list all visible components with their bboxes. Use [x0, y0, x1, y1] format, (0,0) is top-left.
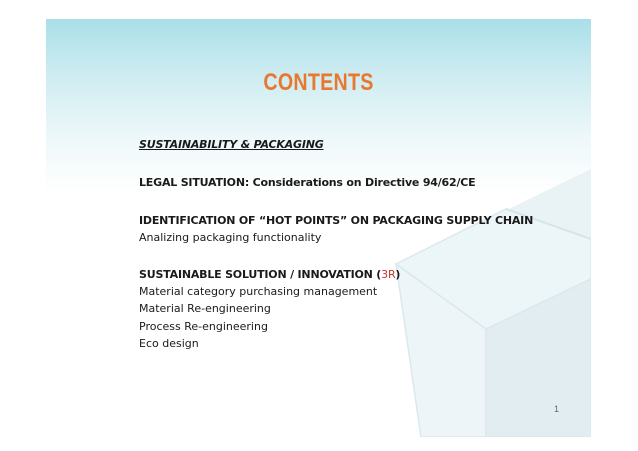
section-heading-sustainability: SUSTAINABILITY & PACKAGING: [139, 138, 324, 151]
section-heading-hot-points: IDENTIFICATION OF “HOT POINTS” ON PACKAGING SUPPLY CHAIN: [139, 214, 534, 227]
heading-suffix: ): [395, 267, 401, 281]
list-item: Process Re-engineering: [139, 319, 268, 333]
section-heading-legal: LEGAL SITUATION: Considerations on Directive 94/62/CE: [139, 176, 476, 189]
list-item: Material category purchasing management: [139, 284, 378, 298]
page-number: 1: [554, 404, 560, 414]
list-item: Analizing packaging functionality: [139, 231, 322, 244]
list-item: Material Re-engineering: [139, 302, 271, 315]
heading-prefix: SUSTAINABLE SOLUTION / INNOVATION (: [139, 267, 382, 281]
slide: [46, 19, 591, 437]
page-title: CONTENTS: [263, 69, 374, 96]
list-item: Eco design: [139, 337, 199, 350]
contents-list: [139, 137, 579, 353]
section-heading-sustainable-solution: [139, 267, 579, 283]
heading-accent-3r: 3R: [381, 267, 396, 281]
